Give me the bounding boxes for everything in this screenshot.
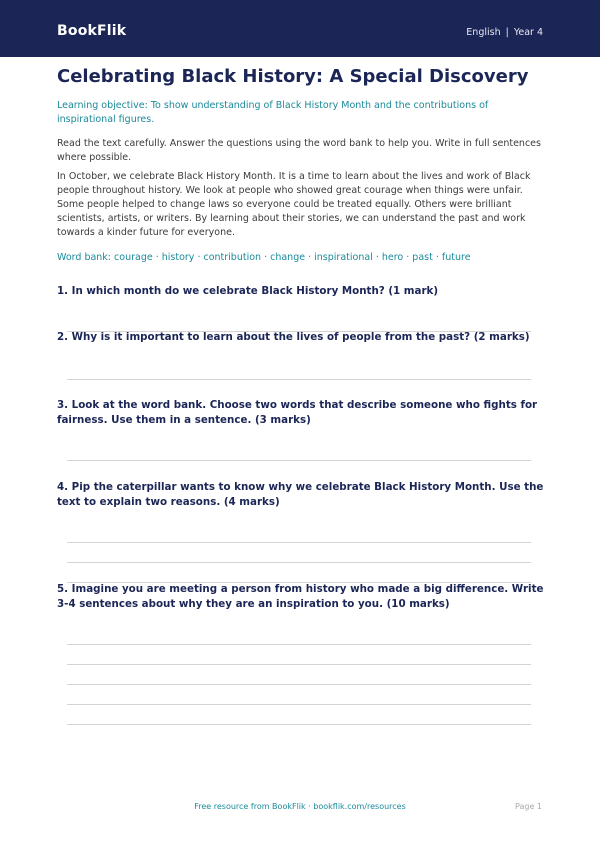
brand-logo[interactable]: BookFlik: [57, 23, 127, 39]
page-title: Celebrating Black History: A Special Discovery: [57, 66, 529, 87]
learning-objective: Learning objective: To show understanding of Black History Month and the contributions of inspirational figures.: [57, 100, 489, 125]
subject-year-label: [466, 27, 543, 38]
answer-line-q5-3[interactable]: [67, 684, 531, 685]
subject-label: English: [466, 27, 501, 38]
question-2: 2. Why is it important to learn about the lives of people from the past? (2 marks): [57, 331, 530, 343]
question-5: 5. Imagine you are meeting a person from history who made a big difference. Write 3-4 sentences about why they are an inspiration to you. (10 marks): [57, 583, 544, 610]
answer-line-q4-1[interactable]: [67, 542, 531, 543]
answer-line-q5-4[interactable]: [67, 704, 531, 705]
reading-passage: In October, we celebrate Black History Month. It is a time to learn about the lives and work of Black people throughout history. We look at people who showed great courage when things were unfair. Some people helped to change laws so everyone could be treated equally. Others were brilliant scientists, artists, or writers. By learning about their stories, we can understand the past and work towards a kinder future for everyone.: [57, 171, 531, 238]
year-label: Year 4: [513, 27, 543, 38]
answer-line-q5-2[interactable]: [67, 664, 531, 665]
answer-line-q4-2[interactable]: [67, 562, 531, 563]
answer-line-q3-1[interactable]: [67, 460, 531, 461]
word-bank: Word bank: courage · history · contribution · change · inspirational · hero · past · future: [57, 252, 471, 263]
question-4: 4. Pip the caterpillar wants to know why we celebrate Black History Month. Use the text to explain two reasons. (4 marks): [57, 481, 544, 508]
header-bar: [0, 0, 600, 57]
answer-line-q5-1[interactable]: [67, 644, 531, 645]
question-1: 1. In which month do we celebrate Black History Month? (1 mark): [57, 285, 439, 297]
answer-line-q2-1[interactable]: [67, 379, 531, 380]
answer-line-q5-5[interactable]: [67, 724, 531, 725]
footer-credit-link[interactable]: Free resource from BookFlik · bookflik.com/resources: [194, 802, 406, 811]
meta-separator: |: [505, 27, 509, 38]
page-number: Page 1: [515, 802, 542, 811]
question-3: 3. Look at the word bank. Choose two words that describe someone who fights for fairness. Use them in a sentence. (3 marks): [57, 399, 538, 426]
instructions-text: Read the text carefully. Answer the questions using the word bank to help you. Write in full sentences where possible.: [57, 138, 541, 163]
